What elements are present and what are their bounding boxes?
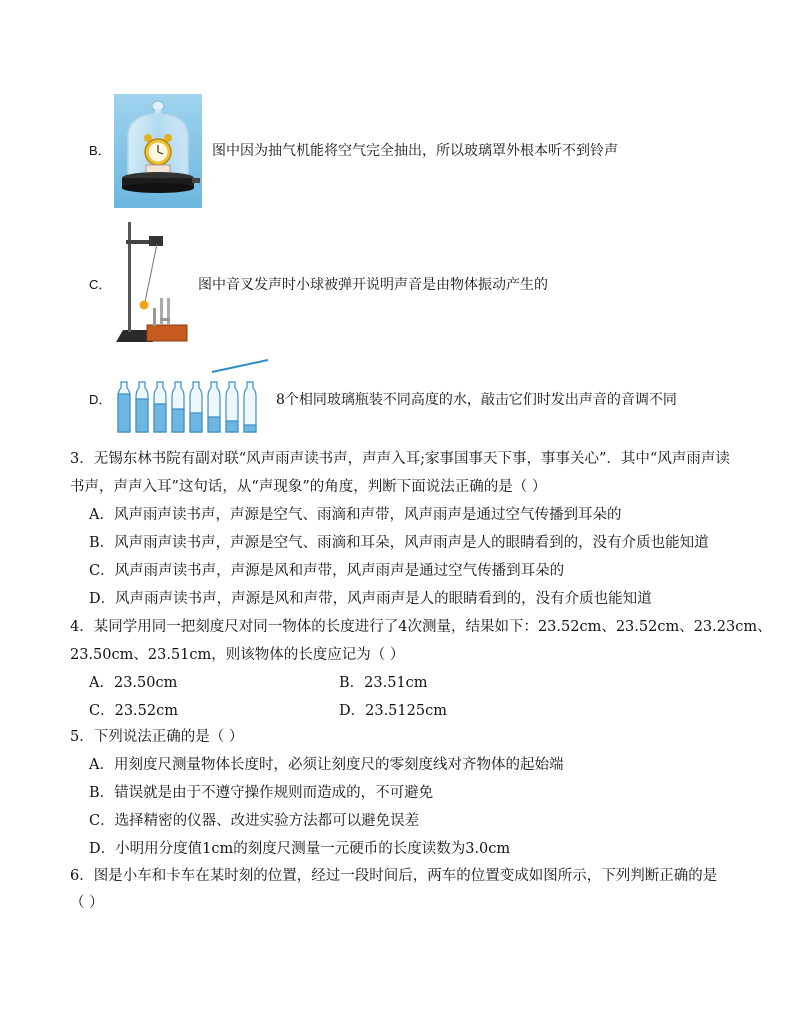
q6-stem-line2: （ ） [70,895,104,911]
q5-option-b: B．错误就是由于不遵守操作规则而造成的，不可避免 [89,785,434,801]
q5-option-a: A．用刻度尺测量物体长度时，必须让刻度尺的零刻度线对齐物体的起始端 [89,757,564,773]
q3-stem-line1: 3．无锡东林书院有副对联“风声雨声读书声，声声入耳;家事国事天下事，事事关心”．其中“风声雨声读 [70,451,730,467]
q4-option-d: D．23.5125cm [339,703,447,719]
option-b-label: B． [89,143,111,158]
q4-stem-line2: 23.50cm、23.51cm，则该物体的长度应记为（ ） [70,647,405,663]
option-c-label: C． [89,277,112,292]
option-b-text: 图中因为抽气机能将空气完全抽出，所以玻璃罩外根本听不到铃声 [212,143,618,159]
q4-option-a: A．23.50cm [89,675,178,691]
q5-stem: 5．下列说法正确的是（ ） [70,729,244,745]
q5-option-d: D．小明用分度值1cm的刻度尺测量一元硬币的长度读数为3.0cm [89,841,511,857]
option-d-text: 8个相同玻璃瓶装不同高度的水，敲击它们时发出声音的音调不同 [276,392,677,408]
q3-option-b: B．风声雨声读书声，声源是空气、雨滴和耳朵，风声雨声是人的眼睛看到的，没有介质也能知道 [89,535,709,551]
water-bottles-icon [114,358,270,436]
q3-stem-line2: 书声，声声入耳”这句话，从“声现象”的角度，判断下面说法正确的是（ ） [70,479,547,495]
q3-option-d: D．风声雨声读书声，声源是风和声带，风声雨声是人的眼睛看到的，没有介质也能知道 [89,591,652,607]
q3-option-a: A．风声雨声读书声，声源是空气、雨滴和声带，风声雨声是通过空气传播到耳朵的 [89,507,622,523]
q6-stem-line1: 6．图是小车和卡车在某时刻的位置，经过一段时间后，两车的位置变成如图所示，下列判断正确的是 [70,868,718,884]
tuning-fork-pendulum-icon [113,218,191,350]
option-c-text: 图中音叉发声时小球被弹开说明声音是由物体振动产生的 [198,277,548,293]
q4-option-c: C．23.52cm [89,703,178,719]
q5-option-c: C．选择精密的仪器、改进实验方法都可以避免误差 [89,813,420,829]
option-d-label: D． [89,392,112,407]
q4-option-b: B．23.51cm [339,675,428,691]
bell-jar-alarm-clock-icon [114,94,202,208]
q3-option-c: C．风声雨声读书声，声源是风和声带，风声雨声是通过空气传播到耳朵的 [89,563,565,579]
q4-stem-line1: 4．某同学用同一把刻度尺对同一物体的长度进行了4次测量，结果如下：23.52cm、23.52cm、23.23cm、 [70,619,772,635]
